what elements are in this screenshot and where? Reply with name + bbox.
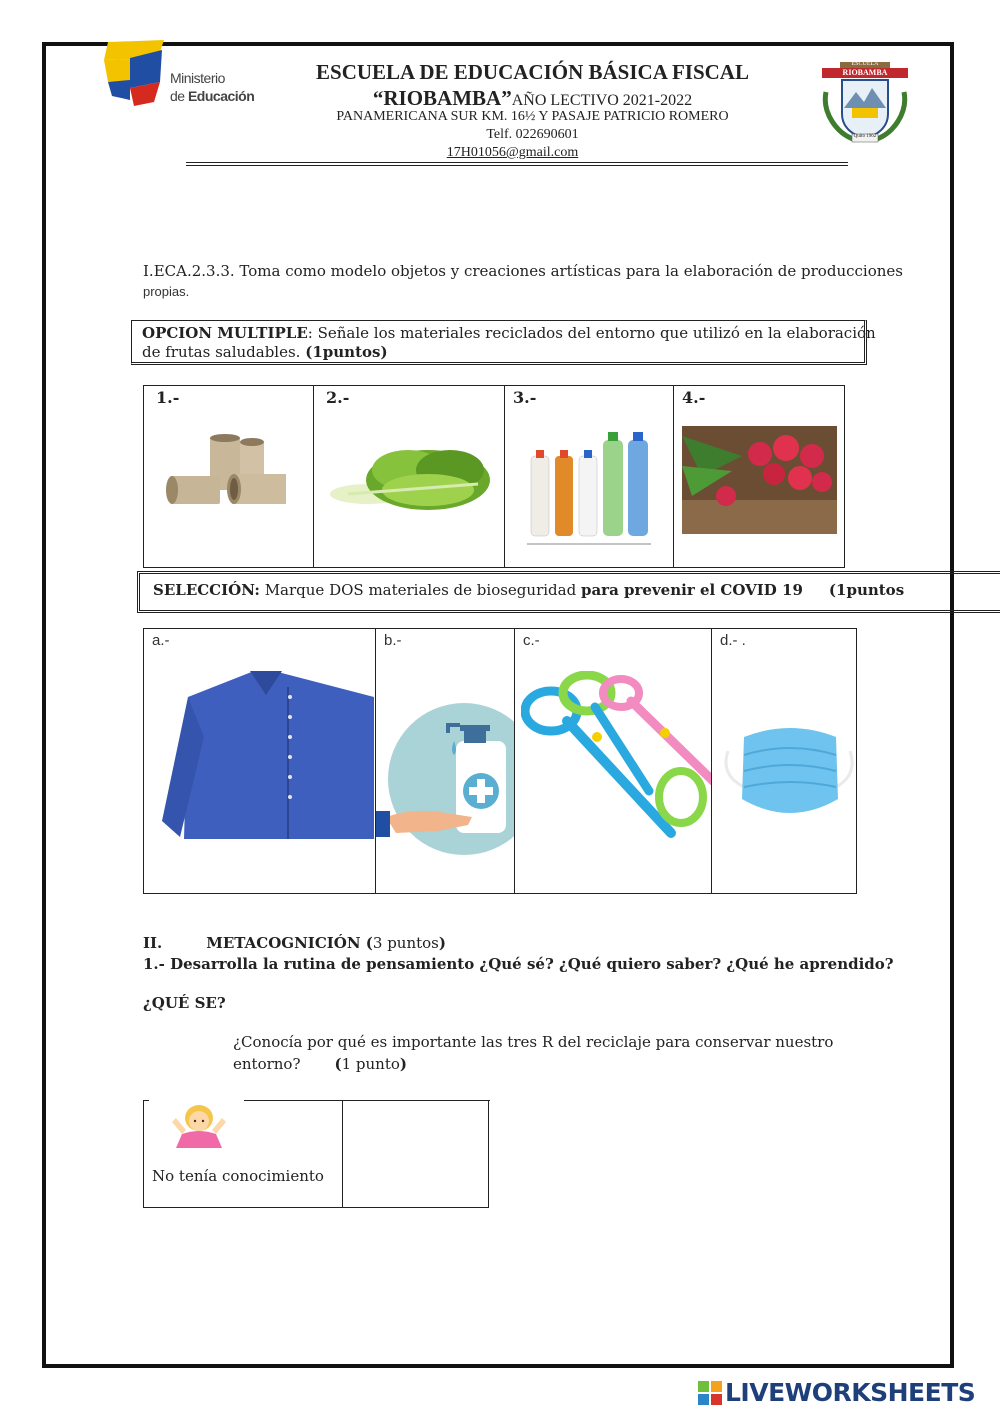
- school-phone: Telf. 022690601: [486, 127, 579, 142]
- liveworksheets-logo-icon: [698, 1381, 722, 1405]
- option-c-cell[interactable]: [514, 628, 712, 894]
- radishes-icon: [682, 426, 837, 534]
- ministry-strong: Educación: [187, 88, 255, 104]
- selection-text: Marque DOS materiales de bioseguridad: [259, 581, 581, 599]
- selection-line: [153, 581, 904, 599]
- seal-bottom-text: Quito 1962: [853, 134, 877, 139]
- question-line2: [233, 1055, 407, 1073]
- question-line2-text: entorno?: [233, 1055, 301, 1073]
- metacognition-instruction: 1.- Desarrolla la rutina de pensamiento ¿Qué sé? ¿Qué quiero saber? ¿Qué he aprendido?: [143, 955, 894, 973]
- metacognition-number: II.: [143, 934, 163, 952]
- answer-option-text[interactable]: No tenía conocimiento: [152, 1167, 324, 1185]
- que-se-heading: ¿QUÉ SE?: [143, 994, 226, 1012]
- ecuador-flag-logo-icon: [104, 40, 168, 106]
- option-d-label: d.- .: [720, 632, 746, 649]
- metacognition-points: 3 puntos: [372, 934, 439, 952]
- metacognition-close: ): [438, 934, 446, 952]
- person-shrugging-icon: [168, 1104, 230, 1150]
- question-points-open: (: [334, 1055, 342, 1073]
- seal-name-text: RIOBAMBA: [842, 68, 888, 77]
- selection-bold-text: para prevenir el COVID 19: [580, 581, 803, 599]
- selection-box: [137, 571, 1000, 613]
- option-2-label: 2.-: [326, 388, 350, 407]
- multiple-choice-text2: de frutas saludables.: [142, 343, 306, 361]
- ministry-line2: [170, 88, 254, 104]
- option-3-cell[interactable]: [504, 385, 674, 568]
- option-c-label: c.-: [523, 632, 540, 649]
- ministry-line1: Ministerio: [170, 70, 225, 86]
- school-address: PANAMERICANA SUR KM. 16½ Y PASAJE PATRICIO ROMERO: [336, 109, 729, 124]
- metacognition-title: METACOGNICIÓN (: [206, 934, 373, 952]
- ministry-logo: [104, 40, 254, 110]
- option-a-label: a.-: [152, 632, 170, 649]
- ministry-prefix: de: [170, 88, 188, 104]
- plastic-bottles-icon: [527, 426, 657, 546]
- question-points-close: ): [399, 1055, 408, 1073]
- metacognition-heading: [143, 934, 446, 952]
- school-year: AÑO LECTIVO 2021-2022: [511, 92, 693, 109]
- option-1-label: 1.-: [156, 388, 180, 407]
- option-2-cell[interactable]: [313, 385, 505, 568]
- multiple-choice-points: (1puntos): [305, 343, 388, 361]
- seal-top-text: ESCUELA: [851, 61, 879, 67]
- lettuce-icon: [328, 440, 494, 518]
- option-4-label: 4.-: [682, 388, 706, 407]
- scissors-icon: [521, 671, 712, 847]
- option-b-label: b.-: [384, 632, 402, 649]
- hand-sanitizer-icon: [376, 699, 515, 859]
- answer-table-divider: [342, 1100, 343, 1208]
- school-seal: [812, 48, 918, 148]
- school-quote: “RIOBAMBA”: [372, 86, 512, 110]
- answer-table-top-stub: [144, 1100, 149, 1101]
- option-a-cell[interactable]: [143, 628, 376, 894]
- option-d-cell[interactable]: [711, 628, 857, 894]
- question-points: 1 punto: [341, 1055, 400, 1073]
- header-rule-2: [186, 165, 848, 166]
- indicator-line1: I.ECA.2.3.3. Toma como modelo objetos y creaciones artísticas para la elaboración de producciones: [143, 262, 903, 280]
- answer-table-top-rule: [244, 1100, 490, 1101]
- school-title-line: [250, 86, 815, 111]
- multiple-choice-title: OPCION MULTIPLE: [142, 324, 308, 342]
- multiple-choice-line1: [142, 324, 876, 342]
- option-b-cell[interactable]: [375, 628, 515, 894]
- toilet-paper-rolls-icon: [162, 434, 292, 512]
- selection-title: SELECCIÓN:: [153, 581, 260, 599]
- multiple-choice-line2: [142, 343, 388, 361]
- indicator-line2: propias.: [143, 284, 190, 299]
- liveworksheets-text: LIVEWORKSHEETS: [725, 1378, 976, 1407]
- liveworksheets-watermark: [698, 1378, 998, 1410]
- answer-table: [143, 1100, 489, 1208]
- option-4-cell[interactable]: [673, 385, 845, 568]
- header-rule-1: [186, 162, 848, 163]
- school-email[interactable]: 17H01056@gmail.com: [446, 145, 579, 160]
- selection-points: (1puntos: [828, 581, 905, 599]
- multiple-choice-box: [131, 320, 876, 365]
- option-3-label: 3.-: [513, 388, 537, 407]
- face-mask-icon: [722, 715, 856, 835]
- blue-shirt-icon: [158, 667, 374, 845]
- option-1-cell[interactable]: [143, 385, 314, 568]
- multiple-choice-text1: : Señale los materiales reciclados del entorno que utilizó en la elaboración: [307, 324, 876, 342]
- question-line1: ¿Conocía por qué es importante las tres R del reciclaje para conservar nuestro: [233, 1033, 834, 1051]
- school-name: ESCUELA DE EDUCACIÓN BÁSICA FISCAL: [316, 60, 749, 84]
